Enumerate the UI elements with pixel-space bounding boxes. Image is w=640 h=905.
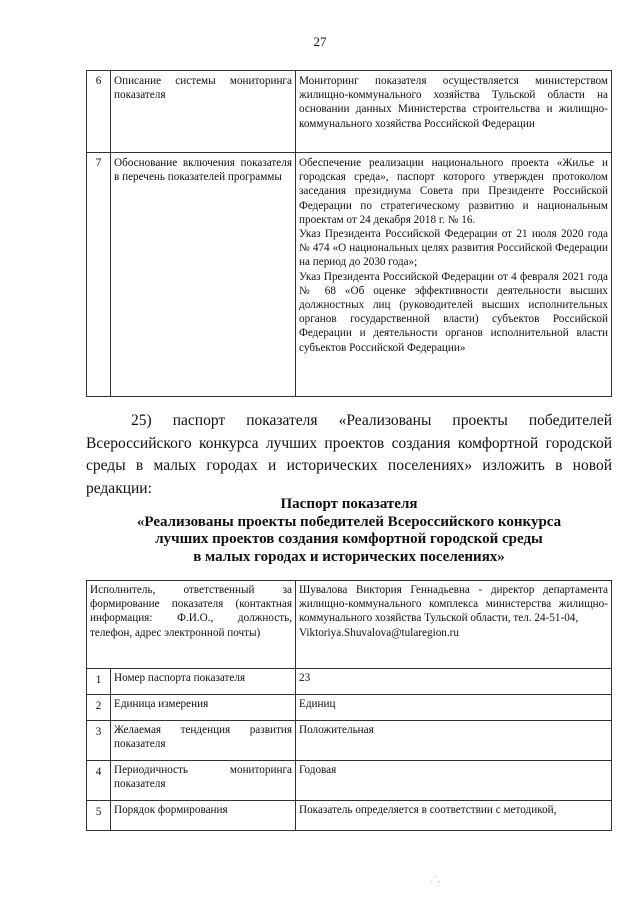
row-number: 1 [87, 669, 111, 695]
page-number: 27 [313, 34, 327, 49]
row-label: Периодичность мониторинга показателя [111, 761, 296, 801]
row-value: 23 [296, 669, 612, 695]
responsible-label: Исполнитель, ответственный за формирование показателя (контактная информация: Ф.И.О., должность, телефон, адрес электронной почты) [87, 581, 296, 669]
row-label: Описание системы мониторинга показателя [111, 71, 296, 153]
row-label: Желаемая тенденция развития показателя [111, 721, 296, 761]
passport-title-line: лучших проектов создания комфортной городской среды [155, 531, 543, 547]
row-number: 5 [87, 801, 111, 831]
passport-title-line: в малых городах и исторических поселениях» [193, 548, 505, 565]
table-row [87, 581, 612, 669]
row-number: 7 [87, 153, 111, 397]
row-label: Порядок формирования [111, 801, 296, 831]
scan-marks: . ` . [430, 875, 441, 884]
table-row [87, 761, 612, 801]
row-label: Номер паспорта показателя [111, 669, 296, 695]
table-row [87, 153, 612, 397]
row-value [296, 153, 612, 397]
passport-title-line: Паспорт показателя [280, 496, 418, 512]
row-label: Единица измерения [111, 695, 296, 721]
responsible-line: Шувалова Виктория Геннадьевна - директор департамента жилищно-коммунального комплекса министерства жилищно-коммунального хозяйства Тульской области, тел. 24-51-04, [299, 584, 608, 625]
table-row [87, 695, 612, 721]
table-row [87, 71, 612, 153]
table-row [87, 669, 612, 695]
row-label: Обоснование включения показателя в перечень показателей программы [111, 153, 296, 397]
passport-title-line: «Реализованы проекты победителей Всероссийского конкурса [136, 513, 562, 530]
row-number: 3 [87, 721, 111, 761]
table-row [87, 801, 612, 831]
responsible-value [296, 581, 612, 669]
row-value: Мониторинг показателя осуществляется министерством жилищно-коммунального хозяйства Тульской области на основании данных Министерства строительства и жилищно-коммунального хозяйства Российской Федерации [296, 71, 612, 153]
passport-title [86, 496, 612, 566]
indicator-table-continued [86, 70, 612, 397]
responsible-email: Viktoriya.Shuvalova@tularegion.ru [299, 626, 460, 639]
row-number: 4 [87, 761, 111, 801]
row-value: Годовая [296, 761, 612, 801]
row-value: Показатель определяется в соответствии с методикой, [296, 801, 612, 831]
passport-table [86, 580, 612, 831]
row-number: 6 [87, 71, 111, 153]
value-paragraph: Указ Президента Российской Федерации от 21 июля 2020 года № 474 «О национальных целях развития Российской Федерации на период до 2030 года»; [299, 228, 608, 269]
amendment-paragraph: 25) паспорт показателя «Реализованы проекты победителей Всероссийского конкурса лучших проектов создания комфортной городской среды в малых городах и исторических поселениях» изложить в новой редакции: [86, 412, 612, 497]
row-value: Единиц [296, 695, 612, 721]
table-row [87, 721, 612, 761]
value-paragraph: Указ Президента Российской Федерации от 4 февраля 2021 года № 68 «Об оценке эффективности деятельности высших должностных лиц (руководителей высших исполнительных органов государственной власти) субъектов Российской Федерации и деятельности органов исполнительной власти субъектов Российской Федерации» [299, 270, 608, 354]
value-paragraph: Обеспечение реализации национального проекта «Жилье и городская среда», паспорт которого утвержден протоколом заседания президиума Совета при Президенте Российской Федерации по стратегическому развитию и национальным проектам от 24 декабря 2018 г. № 16. [299, 157, 608, 226]
row-number: 2 [87, 695, 111, 721]
row-value: Положительная [296, 721, 612, 761]
